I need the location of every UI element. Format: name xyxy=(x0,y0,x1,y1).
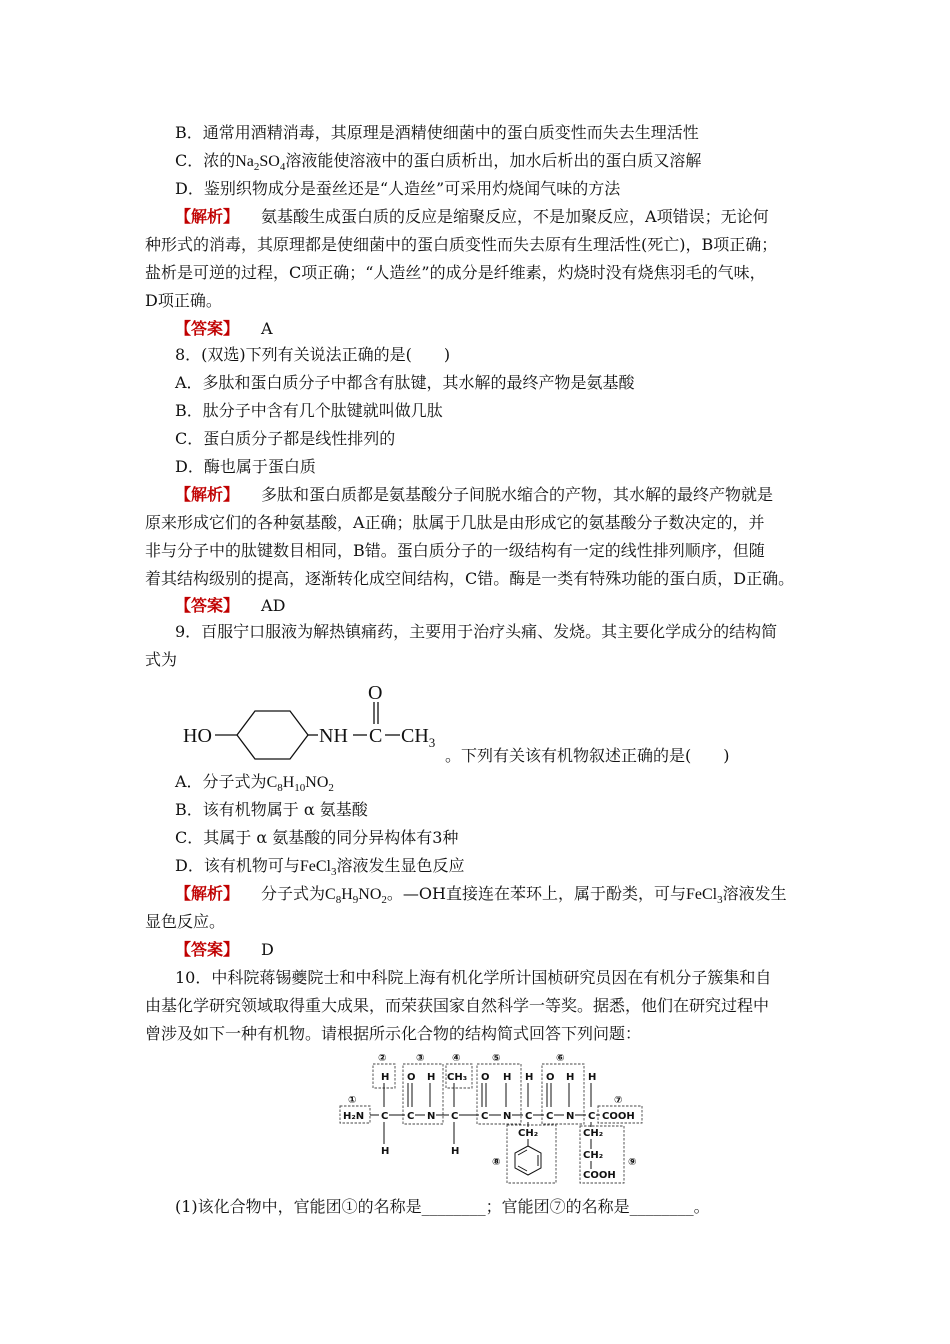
h-atom-top-2: H xyxy=(427,1072,436,1083)
ho-group: HO xyxy=(183,725,212,747)
h-atom-top-7: H xyxy=(588,1072,597,1083)
group-label-5: ⑤ xyxy=(492,1053,501,1064)
answer-label: 【答案】 xyxy=(175,596,240,615)
c-atom-5: C xyxy=(525,1111,533,1122)
c-atom-1: C xyxy=(381,1111,389,1122)
methyl-group: $CH_3$ xyxy=(401,725,436,750)
h-atom-top-5: H xyxy=(525,1072,534,1083)
q8-option-d: D．酶也属于蛋白质 xyxy=(175,457,316,476)
q8-analysis-line-3: 非与分子中的肽键数目相同，B错。蛋白质分子的一级结构有一定的线性排列顺序，但随 xyxy=(145,541,765,560)
h2n-atom: H₂N xyxy=(343,1111,365,1122)
h-atom-bottom-3: H xyxy=(451,1146,460,1157)
q9-analysis-line-1: 【解析】 分子式为$C_8H_9NO_2$。—OH直接连在苯环上，属于酚类，可与FeCl$_3$溶液发生 xyxy=(175,884,787,907)
h-atom-top-4: H xyxy=(503,1072,512,1083)
group-label-7: ⑦ xyxy=(614,1095,623,1106)
o-atom-2: O xyxy=(481,1072,490,1083)
q9-option-b: B．该有机物属于 α 氨基酸 xyxy=(175,800,368,819)
group-label-3: ③ xyxy=(416,1053,425,1064)
o-atom-1: O xyxy=(407,1072,416,1083)
q8-analysis-line-1: 【解析】 多肽和蛋白质都是氨基酸分子间脱水缩合的产物，其水解的最终产物就是 xyxy=(175,485,774,504)
q10-stem-line-1: 10．中科院蒋锡夔院士和中科院上海有机化学所计国桢研究员因在有机分子簇集和自 xyxy=(175,968,772,987)
q7-analysis-line-1: 【解析】 氨基酸生成蛋白质的反应是缩聚反应，不是加聚反应，A项错误；无论何 xyxy=(175,207,769,226)
o-atom-3: O xyxy=(546,1072,555,1083)
h-atom-top-1: H xyxy=(381,1072,390,1083)
oxygen-atom: O xyxy=(368,682,383,704)
benzene-ring xyxy=(515,1146,541,1175)
analysis-label: 【解析】 xyxy=(175,884,240,903)
q7-option-d: D．鉴别织物成分是蚕丝还是“人造丝”可采用灼烧闻气味的方法 xyxy=(175,179,621,198)
nh-group: NH xyxy=(319,725,348,747)
h-atom-bottom-1: H xyxy=(381,1146,390,1157)
q7-analysis-line-3: 盐析是可逆的过程，C项正确；“人造丝”的成分是纤维素，灼烧时没有烧焦羽毛的气味， xyxy=(145,263,766,282)
ch2-benzyl: CH₂ xyxy=(518,1128,539,1139)
c-atom-4: C xyxy=(481,1111,489,1122)
ch2-side-1: CH₂ xyxy=(583,1128,604,1139)
q9-stem-line-1: 9．百服宁口服液为解热镇痛药，主要用于治疗头痛、发烧。其主要化学成分的结构简 xyxy=(175,622,778,641)
group-label-9: ⑨ xyxy=(628,1157,637,1168)
group-label-1: ① xyxy=(348,1095,357,1106)
q9-structure-formula xyxy=(175,678,445,768)
c-atom-7: C xyxy=(588,1111,596,1122)
cooh-group-side: COOH xyxy=(583,1170,616,1181)
q8-option-a: A．多肽和蛋白质分子中都含有肽键，其水解的最终产物是氨基酸 xyxy=(175,373,635,392)
cooh-group-main: COOH xyxy=(602,1111,635,1122)
q9-option-c: C．其属于 α 氨基酸的同分异构体有3种 xyxy=(175,828,459,847)
q9-option-d: D．该有机物可与FeCl$_3$溶液发生显色反应 xyxy=(175,856,465,879)
q8-analysis-line-2: 原来形成它们的各种氨基酸，A正确；肽属于几肽是由形成它的氨基酸分子数决定的，并 xyxy=(145,513,765,532)
analysis-label: 【解析】 xyxy=(175,207,240,226)
q8-option-c: C．蛋白质分子都是线性排列的 xyxy=(175,429,396,448)
group-label-8: ⑧ xyxy=(492,1157,501,1168)
c-atom-6: C xyxy=(546,1111,554,1122)
q10-stem-line-2: 由基化学研究领域取得重大成果，而荣获国家自然科学一等奖。据悉，他们在研究过程中 xyxy=(145,996,770,1015)
q7-analysis-line-2: 种形式的消毒，其原理都是使细菌中的蛋白质变性而失去原有生理活性(死亡)，B项正确； xyxy=(145,235,778,254)
n-atom-3: N xyxy=(566,1111,575,1122)
q7-option-c: C．浓的$Na_2SO_4$溶液能使溶液中的蛋白质析出，加水后析出的蛋白质又溶解 xyxy=(175,151,702,174)
c-atom-3: C xyxy=(451,1111,459,1122)
q7-answer: 【答案】 A xyxy=(175,319,273,338)
group-label-6: ⑥ xyxy=(556,1053,565,1064)
q8-analysis-line-4: 着其结构级别的提高，逐渐转化成空间结构，C错。酶是一类有特殊功能的蛋白质，D正确。 xyxy=(145,569,795,588)
q10-subquestion-1: (1)该化合物中，官能团①的名称是________；官能团⑦的名称是________。 xyxy=(175,1197,710,1216)
q9-stem-after-structure: 。下列有关该有机物叙述正确的是( ) xyxy=(445,746,730,765)
ch3-group: CH₃ xyxy=(447,1072,468,1083)
q9-stem-line-2: 式为 xyxy=(145,650,178,669)
ch2-side-2: CH₂ xyxy=(583,1150,604,1161)
h-atom-top-6: H xyxy=(566,1072,575,1083)
group-label-2: ② xyxy=(378,1053,387,1064)
analysis-label: 【解析】 xyxy=(175,485,240,504)
q7-analysis-line-4: D项正确。 xyxy=(145,291,222,310)
q8-answer: 【答案】 AD xyxy=(175,596,286,615)
q9-answer: 【答案】 D xyxy=(175,940,274,959)
q10-stem-line-3: 曾涉及如下一种有机物。请根据所示化合物的结构简式回答下列问题： xyxy=(145,1024,642,1043)
q9-analysis-line-2: 显色反应。 xyxy=(145,912,226,931)
q8-option-b: B．肽分子中含有几个肽键就叫做几肽 xyxy=(175,401,443,420)
carbonyl-carbon: C xyxy=(369,725,383,747)
q7-option-b: B．通常用酒精消毒，其原理是酒精使细菌中的蛋白质变性而失去生理活性 xyxy=(175,123,699,142)
answer-label: 【答案】 xyxy=(175,319,240,338)
group-label-4: ④ xyxy=(452,1053,461,1064)
c-atom-2: C xyxy=(407,1111,415,1122)
q8-stem: 8．(双选)下列有关说法正确的是( ) xyxy=(175,345,451,364)
n-atom-1: N xyxy=(427,1111,436,1122)
q9-option-a: A．分子式为$C_8H_{10}NO_2$ xyxy=(175,772,334,795)
answer-label: 【答案】 xyxy=(175,940,240,959)
n-atom-2: N xyxy=(503,1111,512,1122)
peptide-structure-diagram xyxy=(330,1050,650,1185)
